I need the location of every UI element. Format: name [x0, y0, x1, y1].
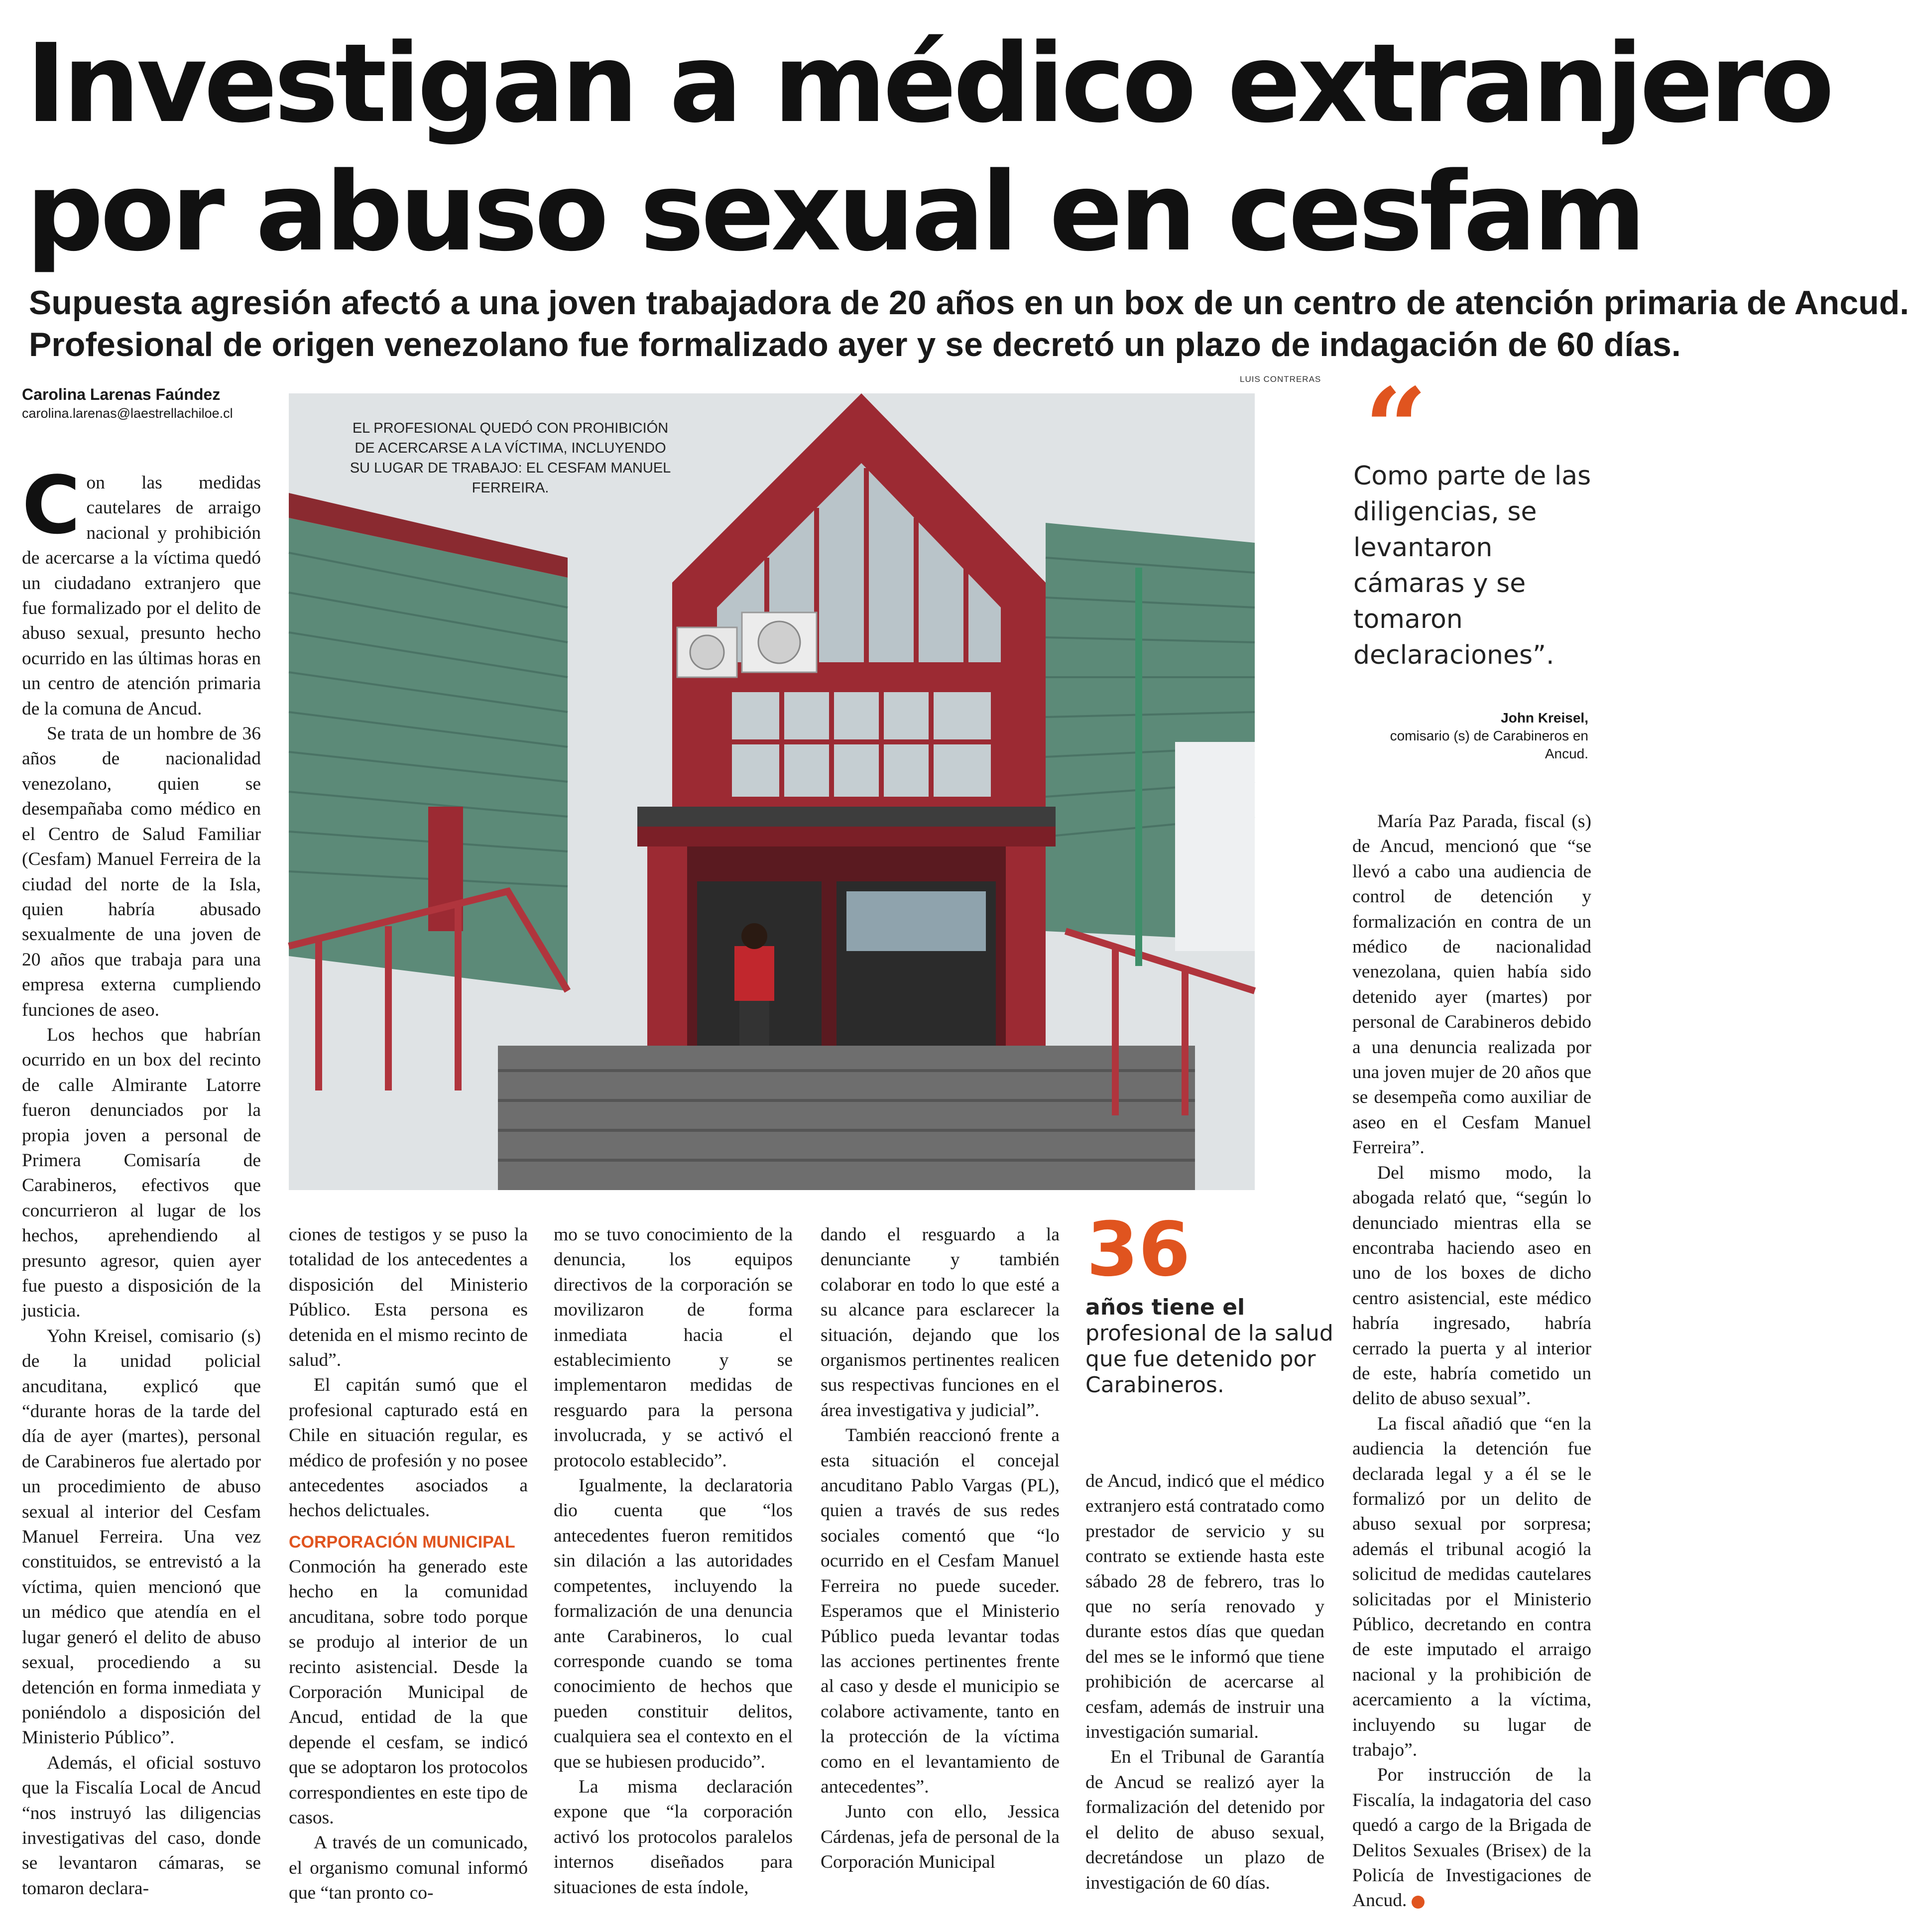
photo-credit: LUIS CONTRERAS — [1240, 374, 1321, 384]
article-column-3 — [554, 1222, 793, 1900]
paragraph: La misma declaración expone que “la corporación activó los protocolos paralelos internos diseñados para situaciones de esta índole, — [554, 1776, 793, 1898]
paragraph: A través de un comunicado, el organismo comunal informó que “tan pronto co- — [289, 1832, 528, 1904]
paragraph: Conmoción ha generado este hecho en la comunidad ancuditana, sobre todo porque se produjo al interior de un recinto asistencial. Desde la Corporación Municipal de Ancud, entidad de la que depende el cesfam, se indicó que se adoptaron los protocolos correspondientes en este tipo de casos. — [289, 1556, 528, 1828]
paragraph: Con las medidas cautelares de arraigo nacional y prohibición de acercarse a la víctima quedó un ciudadano extranjero que fue formalizado por el delito de abuso sexual, presunto hecho ocurrido en las últimas horas en un centro de atención primaria de la comuna de Ancud. — [22, 459, 261, 719]
paragraph: Por instrucción de la Fiscalía, la indagatoria del caso quedó a cargo de la Brigada de Delitos Sexuales (Brisex) de la Policía de Investigaciones de Ancud. — [1352, 1765, 1591, 1911]
photo-caption: EL PROFESIONAL QUEDÓ CON PROHIBICIÓN DE ACERCARSE A LA VÍCTIMA, INCLUYENDO SU LUGAR DE TRABAJO: EL CESFAM MANUEL FERREIRA. — [350, 420, 671, 496]
building-photo — [289, 393, 1255, 1190]
pull-quote: Como parte de las diligencias, se levantaron cámaras y se tomaron declaraciones”. — [1353, 461, 1591, 670]
article-column-1 — [22, 459, 261, 1901]
paragraph: Del mismo modo, la abogada relató que, “según lo denunciado mientras ella se encontraba haciendo aseo en uno de los boxes de dicho centro asistencial, este médico habría ingresado, habría cerrado la puerta y al interior de este, habría cometido un delito de abuso sexual”. — [1352, 1162, 1591, 1409]
author-email: carolina.larenas@laestrellachiloe.cl — [22, 406, 233, 421]
quote-attribution — [1384, 709, 1588, 763]
paragraph: Junto con ello, Jessica Cárdenas, jefa de personal de la Corporación Municipal — [821, 1802, 1060, 1873]
headline — [26, 20, 1831, 277]
paragraph: dando el resguardo a la denunciante y también colaborar en todo lo que esté a su alcance para esclarecer la situación, dejando que los organismos pertinentes realicen sus respectivas funciones en el área investigativa y judicial”. — [821, 1224, 1060, 1421]
article-column-6 — [1352, 809, 1591, 1914]
headline-line-2: por abuso sexual en cesfam — [26, 149, 1643, 275]
article-column-4 — [821, 1222, 1060, 1875]
author-name: Carolina Larenas Faúndez — [22, 385, 221, 403]
paragraph: Se trata de un hombre de 36 años de nacionalidad venezolano, quien se desempañaba como médico en el Centro de Salud Familiar (Cesfam) Manuel Ferreira de la ciudad del norte de la Isla, quien habría abusado sexualmente de una joven de 20 años que trabaja para una empresa externa cumpliendo funciones de aseo. — [22, 724, 261, 1020]
drop-cap: C — [22, 459, 81, 552]
subheadline-line-2: Profesional de origen venezolano fue formalizado ayer y se decretó un plazo de indagación de 60 días. — [29, 326, 1681, 363]
paragraph: ciones de testigos y se puso la totalidad de los antecedentes a disposición del Ministerio Público. Esta persona es detenida en el mismo recinto de salud”. — [289, 1224, 528, 1371]
subheadline-line-1: Supuesta agresión afectó a una joven trabajadora de 20 años en un box de un centro de atención primaria de Ancud. — [29, 284, 1909, 322]
subheadline — [29, 282, 1909, 365]
fact-box — [1085, 1295, 1344, 1398]
section-subtitle: CORPORACIÓN MUNICIPAL — [289, 1532, 515, 1552]
fact-text: profesional de la salud que fue detenido por Carabineros. — [1085, 1321, 1333, 1398]
article-column-2 — [289, 1222, 528, 1906]
paragraph: También reaccionó frente a esta situación el concejal ancuditano Pablo Vargas (PL), quien a través de sus redes sociales comentó que “lo ocurrido en el Cesfam Manuel Ferreira no puede suceder. Esperamos que el Ministerio Público pueda levantar todas las acciones pertinentes frente al caso y desde el municipio se colabore activamente, tanto en la protección de la víctima como en el levantamiento de antecedentes”. — [821, 1425, 1060, 1797]
fact-number: 36 — [1086, 1207, 1191, 1293]
end-mark-icon — [1412, 1896, 1425, 1909]
paragraph: La fiscal añadió que “en la audiencia la detención fue declarada legal y a él se le formalizó por un delito de abuso sexual por sorpresa; además el tribunal acogió la solicitud de medidas cautelares solicitadas por el Ministerio Público, decretando en contra de este imputado el arraigo nacional y la prohibición de acercamiento a la víctima, incluyendo su lugar de trabajo”. — [1352, 1413, 1591, 1761]
paragraph: María Paz Parada, fiscal (s) de Ancud, mencionó que “se llevó a cabo una audiencia de control de detención y formalización en contra de un médico de nacionalidad venezolana, quien había sido detenido ayer (martes) por personal de Carabineros debido a una denuncia realizada por una joven mujer de 20 años que se desempeña como auxiliar de aseo en el Cesfam Manuel Ferreira”. — [1352, 811, 1591, 1158]
fact-lead: años tiene el — [1085, 1295, 1245, 1320]
paragraph: Además, el oficial sostuvo que la Fiscalía Local de Ancud “nos instruyó las diligencias investigativas del caso, donde se levantaron cámaras, se tomaron declara- — [22, 1752, 261, 1899]
quote-mark: “ — [1364, 363, 1428, 492]
quote-author-role: comisario (s) de Carabineros en Ancud. — [1390, 728, 1588, 761]
headline-line-1: Investigan a médico extranjero — [26, 21, 1831, 147]
cesfam-building-illustration — [289, 393, 1255, 1190]
paragraph: Yohn Kreisel, comisario (s) de la unidad policial ancuditana, explicó que “durante horas de la tarde del día de ayer (martes), personal de Carabineros fue alertado por un procedimiento de abuso sexual al interior del Cesfam Manuel Ferreira. Una vez constituidos, se entrevistó a la víctima, quien mencionó que un médico que atendía en el lugar generó el delito de abuso sexual, procediendo a su detención en forma inmediata y poniéndolo a disposición del Ministerio Público”. — [22, 1326, 261, 1748]
paragraph: de Ancud, indicó que el médico extranjero está contratado como prestador de servicio y su contrato se extiende hasta este sábado 28 de febrero, tras lo que no sería renovado y durante estos días que quedan del mes se le informó que tiene prohibición de acercarse al cesfam, además de instruir una investigación sumarial. — [1085, 1471, 1324, 1743]
article-column-5 — [1085, 1469, 1324, 1896]
paragraph: En el Tribunal de Garantía de Ancud se realizó ayer la formalización del detenido por el delito de abuso sexual, decretándose un plazo de investigación de 60 días. — [1085, 1747, 1324, 1893]
byline — [22, 384, 281, 422]
paragraph: mo se tuvo conocimiento de la denuncia, los equipos directivos de la corporación se movilizaron de forma inmediata hacia el establecimiento y se implementaron medidas de resguardo para la persona involucrada, y se activó el protocolo establecido”. — [554, 1224, 793, 1471]
quote-author: John Kreisel, — [1501, 710, 1588, 725]
paragraph: Igualmente, la declaratoria dio cuenta que “los antecedentes fueron remitidos sin dilación a las autoridades competentes, incluyendo la formalización de una denuncia ante Carabineros, lo cual corresponde cuando se toma conocimiento de hechos que pueden constituir delitos, cualquiera sea el contexto en el que se hubiesen producido”. — [554, 1475, 793, 1772]
paragraph: Los hechos que habrían ocurrido en un box del recinto de calle Almirante Latorre fueron denunciados por la propia joven a personal de Primera Comisaría de Carabineros, efectivos que concurrieron al lugar de los hechos, aprehendiendo al presunto agresor, quien ayer fue puesto a disposición de la justicia. — [22, 1024, 261, 1322]
paragraph: El capitán sumó que el profesional capturado está en Chile en situación regular, es médico de profesión y no posee antecedentes asociados a hechos delictuales. — [289, 1375, 528, 1521]
